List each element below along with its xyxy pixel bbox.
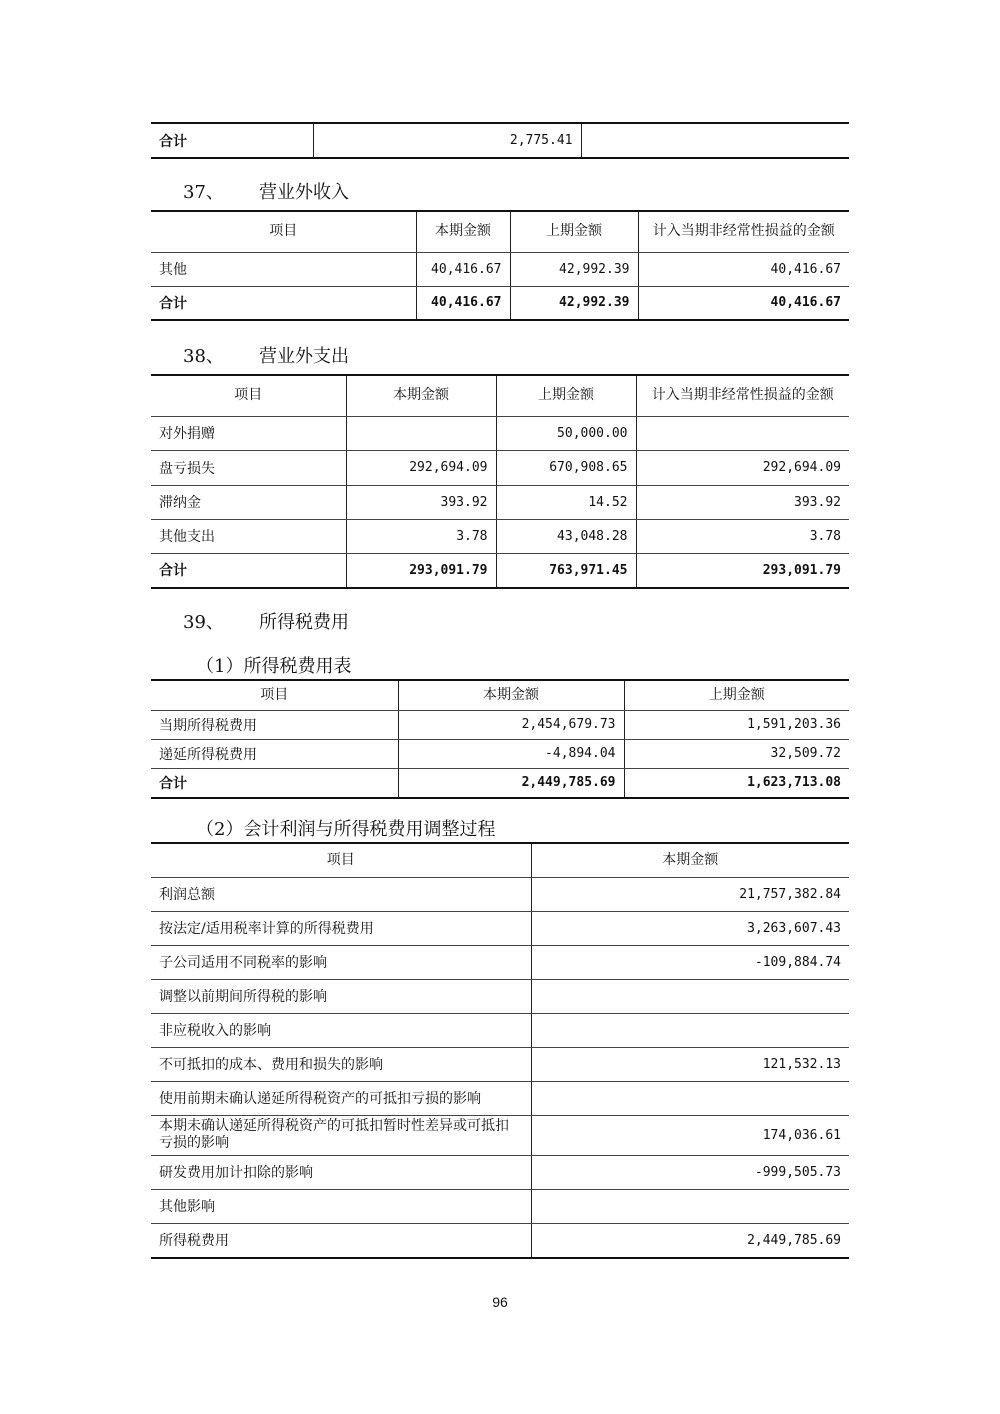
cell-current: 40,416.67 bbox=[416, 252, 510, 286]
cell-prior: 42,992.39 bbox=[510, 286, 638, 320]
cell-current: -999,505.73 bbox=[531, 1155, 849, 1189]
tax-reconciliation-table bbox=[151, 842, 849, 1259]
table-row bbox=[151, 979, 849, 1013]
row-label: 使用前期未确认递延所得税资产的可抵扣亏损的影响 bbox=[151, 1081, 531, 1115]
total-row bbox=[151, 768, 849, 798]
cell-prior: 42,992.39 bbox=[510, 252, 638, 286]
table-row bbox=[151, 1155, 849, 1189]
cell-nonrecurring: 293,091.79 bbox=[636, 553, 849, 588]
table-row bbox=[151, 1223, 849, 1258]
cell-current: 292,694.09 bbox=[346, 450, 496, 485]
cell-current: 174,036.61 bbox=[531, 1115, 849, 1155]
total-value: 2,775.41 bbox=[313, 123, 581, 158]
non-operating-income-table bbox=[151, 210, 849, 321]
row-label: 调整以前期间所得税的影响 bbox=[151, 979, 531, 1013]
col-header-prior: 上期金额 bbox=[510, 211, 638, 252]
row-label: 所得税费用 bbox=[151, 1223, 531, 1258]
cell-nonrecurring bbox=[636, 416, 849, 450]
cell-current: 3.78 bbox=[346, 519, 496, 553]
table-row bbox=[151, 416, 849, 450]
table-row bbox=[151, 1047, 849, 1081]
header-row bbox=[151, 843, 849, 877]
section-title: 营业外收入 bbox=[259, 182, 349, 203]
cell-current bbox=[531, 1013, 849, 1047]
row-label: 本期未确认递延所得税资产的可抵扣暂时性差异或可抵扣亏损的影响 bbox=[151, 1115, 531, 1155]
empty-cell bbox=[581, 123, 849, 158]
cell-current: -109,884.74 bbox=[531, 945, 849, 979]
table-row bbox=[151, 252, 849, 286]
continuation-total-table bbox=[151, 122, 849, 159]
table-row bbox=[151, 1081, 849, 1115]
row-label: 利润总额 bbox=[151, 877, 531, 911]
col-header-item: 项目 bbox=[151, 211, 416, 252]
row-label: 合计 bbox=[151, 286, 416, 320]
row-label: 子公司适用不同税率的影响 bbox=[151, 945, 531, 979]
table-row bbox=[151, 519, 849, 553]
section-title: 营业外支出 bbox=[259, 346, 349, 367]
row-label: 合计 bbox=[151, 768, 398, 798]
table-row bbox=[151, 1013, 849, 1047]
col-header-prior: 上期金额 bbox=[496, 375, 636, 416]
cell-nonrecurring: 40,416.67 bbox=[638, 252, 849, 286]
col-header-current: 本期金额 bbox=[416, 211, 510, 252]
row-label: 盘亏损失 bbox=[151, 450, 346, 485]
row-label: 对外捐赠 bbox=[151, 416, 346, 450]
cell-current: 2,454,679.73 bbox=[398, 710, 624, 739]
non-operating-expense-table bbox=[151, 374, 849, 589]
table-row bbox=[151, 1115, 849, 1155]
cell-prior: 43,048.28 bbox=[496, 519, 636, 553]
cell-current: 40,416.67 bbox=[416, 286, 510, 320]
total-row bbox=[151, 286, 849, 320]
table-row bbox=[151, 123, 849, 158]
row-label: 其他支出 bbox=[151, 519, 346, 553]
page-number: 96 bbox=[492, 1294, 508, 1310]
cell-current: 3,263,607.43 bbox=[531, 911, 849, 945]
col-header-current: 本期金额 bbox=[398, 680, 624, 710]
table-row bbox=[151, 739, 849, 768]
cell-nonrecurring: 3.78 bbox=[636, 519, 849, 553]
row-label: 其他影响 bbox=[151, 1189, 531, 1223]
cell-current: 2,449,785.69 bbox=[531, 1223, 849, 1258]
row-label: 滞纳金 bbox=[151, 485, 346, 519]
total-row bbox=[151, 553, 849, 588]
cell-prior: 763,971.45 bbox=[496, 553, 636, 588]
section-number: 39、 bbox=[183, 612, 224, 633]
row-label: 当期所得税费用 bbox=[151, 710, 398, 739]
cell-current: 121,532.13 bbox=[531, 1047, 849, 1081]
header-row bbox=[151, 680, 849, 710]
cell-nonrecurring: 40,416.67 bbox=[638, 286, 849, 320]
cell-prior: 670,908.65 bbox=[496, 450, 636, 485]
table-row bbox=[151, 877, 849, 911]
cell-prior: 50,000.00 bbox=[496, 416, 636, 450]
cell-current bbox=[531, 1081, 849, 1115]
total-label: 合计 bbox=[151, 123, 313, 158]
col-header-prior: 上期金额 bbox=[624, 680, 849, 710]
section-number: 37、 bbox=[183, 182, 224, 203]
cell-current: 393.92 bbox=[346, 485, 496, 519]
cell-current bbox=[531, 979, 849, 1013]
row-label: 不可抵扣的成本、费用和损失的影响 bbox=[151, 1047, 531, 1081]
table-row bbox=[151, 485, 849, 519]
cell-current bbox=[346, 416, 496, 450]
cell-prior: 32,509.72 bbox=[624, 739, 849, 768]
table-row bbox=[151, 710, 849, 739]
table-row bbox=[151, 1189, 849, 1223]
subsection-1-title: （1）所得税费用表 bbox=[196, 656, 352, 677]
section-number: 38、 bbox=[183, 346, 224, 367]
cell-current: 2,449,785.69 bbox=[398, 768, 624, 798]
col-header-item: 项目 bbox=[151, 843, 531, 877]
col-header-nonrecurring: 计入当期非经常性损益的金额 bbox=[638, 211, 849, 252]
cell-prior: 14.52 bbox=[496, 485, 636, 519]
header-row bbox=[151, 375, 849, 416]
table-row bbox=[151, 450, 849, 485]
section-title: 所得税费用 bbox=[259, 612, 349, 633]
cell-nonrecurring: 393.92 bbox=[636, 485, 849, 519]
table-row bbox=[151, 911, 849, 945]
cell-nonrecurring: 292,694.09 bbox=[636, 450, 849, 485]
table-row bbox=[151, 945, 849, 979]
row-label: 研发费用加计扣除的影响 bbox=[151, 1155, 531, 1189]
cell-prior: 1,623,713.08 bbox=[624, 768, 849, 798]
row-label: 合计 bbox=[151, 553, 346, 588]
cell-prior: 1,591,203.36 bbox=[624, 710, 849, 739]
income-tax-expense-table bbox=[151, 679, 849, 799]
col-header-item: 项目 bbox=[151, 680, 398, 710]
cell-current bbox=[531, 1189, 849, 1223]
cell-current: -4,894.04 bbox=[398, 739, 624, 768]
cell-current: 21,757,382.84 bbox=[531, 877, 849, 911]
row-label: 非应税收入的影响 bbox=[151, 1013, 531, 1047]
row-label: 按法定/适用税率计算的所得税费用 bbox=[151, 911, 531, 945]
subsection-2-title: （2）会计利润与所得税费用调整过程 bbox=[196, 819, 496, 840]
row-label: 递延所得税费用 bbox=[151, 739, 398, 768]
row-label: 其他 bbox=[151, 252, 416, 286]
col-header-current: 本期金额 bbox=[531, 843, 849, 877]
col-header-item: 项目 bbox=[151, 375, 346, 416]
col-header-current: 本期金额 bbox=[346, 375, 496, 416]
header-row bbox=[151, 211, 849, 252]
col-header-nonrecurring: 计入当期非经常性损益的金额 bbox=[636, 375, 849, 416]
cell-current: 293,091.79 bbox=[346, 553, 496, 588]
